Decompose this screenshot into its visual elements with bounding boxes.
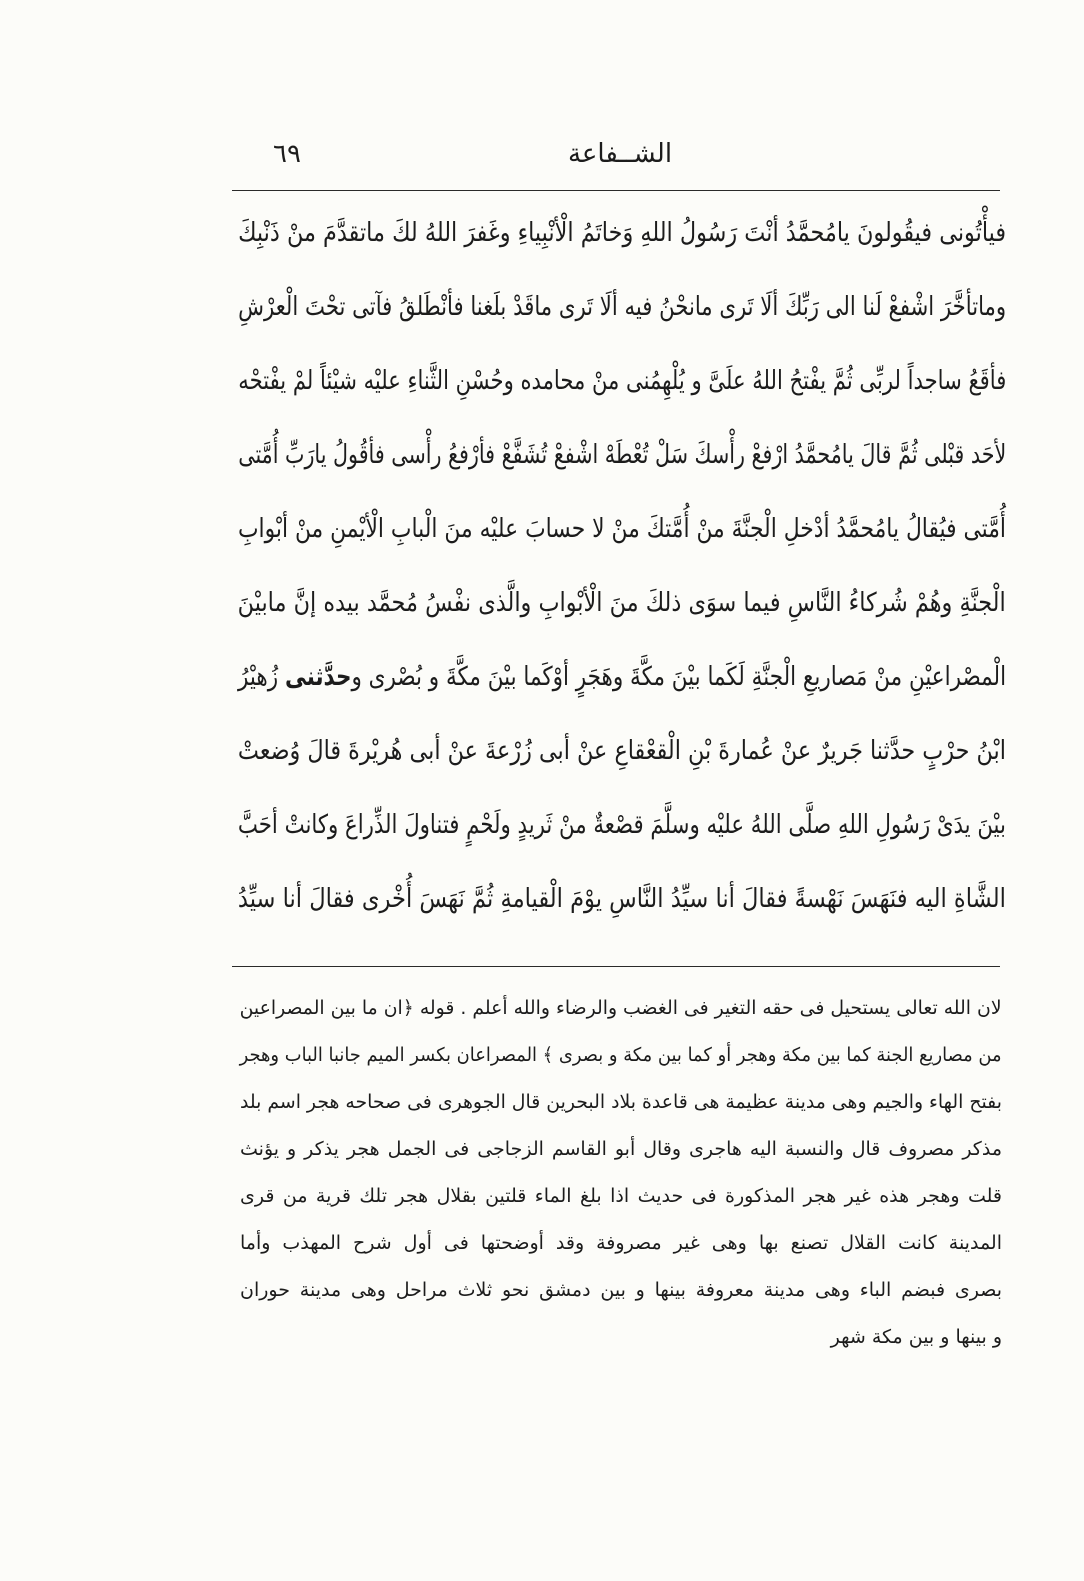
hadith-line-text: وماتأخَّرَ اشْفعْ لَنا الى رَبِّكَ ألَا تَرى مانحْنُ فيه ألَا تَرى ماقَدْ بلَغنا فأنْطَلقُ فآتى تحْتَ الْعرْشِ [238, 292, 1006, 322]
hadith-line-text: لأحَد قبْلى ثُمَّ قالَ يامُحمَّدُ ارْفعْ رأْسكَ سَلْ تُعْطَهْ اشْفعْ تُشَفَّعْ فأرْفعُ رأْسى فأقُولُ يارَبِّ أُمَّتى [238, 440, 1006, 470]
hadith-line-text: الْمصْراعيْنِ منْ مَصاريعِ الْجنَّةِ لَكَما بيْنَ مكَّةَ وهَجَرٍ أوْكَما بيْنَ مكَّةَ و بُصْرى و [351, 662, 1006, 692]
commentary-line: من مصاريع الجنة كما بين مكة وهجر أو كما بين مكة و بصرى ﴾ المصراعان بكسر الميم جانبا الباب وهجر [240, 1044, 1002, 1066]
commentary-line: لان الله تعالى يستحيل فى حقه التغير فى الغضب والرضاء والله أعلم . قوله ﴿ان ما بين المصراعين [240, 997, 1002, 1019]
page-number: ٦٩ [273, 139, 301, 169]
hadith-line-text: الشَّاةِ اليه فنَهَسَ نَهْسةً فقالَ أنا سيِّدُ النَّاسِ يوْمَ الْقيامةِ ثُمَّ نَهَسَ أُخْرى فقالَ أنا سيِّدُ [238, 884, 1006, 914]
hadith-line [238, 566, 1006, 640]
chapter-title: الشــفاعة [567, 139, 673, 169]
commentary-line: بصرى فبضم الباء وهى مدينة معروفة بينها و بين دمشق نحو ثلاث مراحل وهى مدينة حوران [240, 1279, 1002, 1301]
commentary-line: مذكر مصروف قال والنسبة اليه هاجرى وقال أبو القاسم الزجاجى فى الجمل هجر يذكر و يؤنث [240, 1138, 1002, 1160]
hadith-text [238, 196, 1006, 936]
hadith-line-text: ابْنُ حرْبٍ حدَّثنا جَريرٌ عنْ عُمارةَ بْنِ الْقعْقاعِ عنْ أبى زُرْعةَ عنْ أبى هُريْرةَ قالَ وُضعتْ [238, 736, 1006, 766]
hadith-line-text: الْجنَّةِ وهُمْ شُركاءُ النَّاسِ فيما سوَى ذلكَ منَ الْأبْوابِ والَّذى نفْسُ مُحمَّد بيده إنَّ مابيْنَ [238, 588, 1006, 618]
hadith-line [238, 270, 1006, 344]
hadith-line [238, 418, 1006, 492]
hadith-line-text: أُمَّتى فيُقالُ يامُحمَّدُ أدْخلِ الْجنَّةَ منْ أُمَّتكَ منْ لا حسابَ عليْه منَ الْبابِ الْأيْمنِ منْ أبْوابِ [238, 514, 1006, 544]
header-rule [232, 190, 1000, 191]
narration-marker: حدَّثنى [284, 662, 352, 692]
commentary-line: بفتح الهاء والجيم وهى مدينة عظيمة هى قاعدة بلاد البحرين قال الجوهرى فى صحاحه هجر اسم بلد [240, 1091, 1002, 1113]
commentary-line: قلت وهجر هذه غير هجر المذكورة فى حديث اذا بلغ الماء قلتين بقلال هجر تلك قرية من قرى [240, 1185, 1002, 1207]
hadith-line [238, 344, 1006, 418]
footnote-rule [232, 966, 1000, 967]
hadith-line [238, 714, 1006, 788]
hadith-line-text: فأقَعُ ساجداً لربِّى ثُمَّ يفْتحُ اللهُ علَىَّ و يُلْهِمُنى منْ محامده وحُسْنِ الثَّناءِ عليْه شيْئاً لمْ يفْتحْه [238, 366, 1006, 396]
hadith-line [238, 862, 1006, 936]
hadith-line-text: بيْنَ يدَىْ رَسُولِ اللهِ صلَّى اللهُ عليْه وسلَّمَ قصْعةٌ منْ ثَريدٍ ولَحْمٍ فتناولَ الذِّراعَ وكانتْ أحَبَّ [238, 810, 1006, 840]
hadith-line [238, 640, 1006, 714]
commentary-text [240, 985, 1002, 1361]
commentary-line: المدينة كانت القلال تصنع بها وهى غير مصروفة وقد أوضحتها فى أول شرح المهذب وأما [240, 1232, 1002, 1254]
hadith-line-text: فيأْتُونى فيقُولونَ يامُحمَّدُ أنْتَ رَسُولُ اللهِ وَخاتَمُ الْأنْبِياءِ وغَفرَ اللهُ لكَ ماتقدَّمَ منْ ذَنْبِكَ [238, 218, 1006, 248]
hadith-line-text: زُهيْرُ [238, 662, 285, 692]
hadith-line [238, 492, 1006, 566]
commentary-line: و بينها و بين مكة شهر [830, 1326, 1002, 1348]
hadith-line [238, 196, 1006, 270]
hadith-line [238, 788, 1006, 862]
